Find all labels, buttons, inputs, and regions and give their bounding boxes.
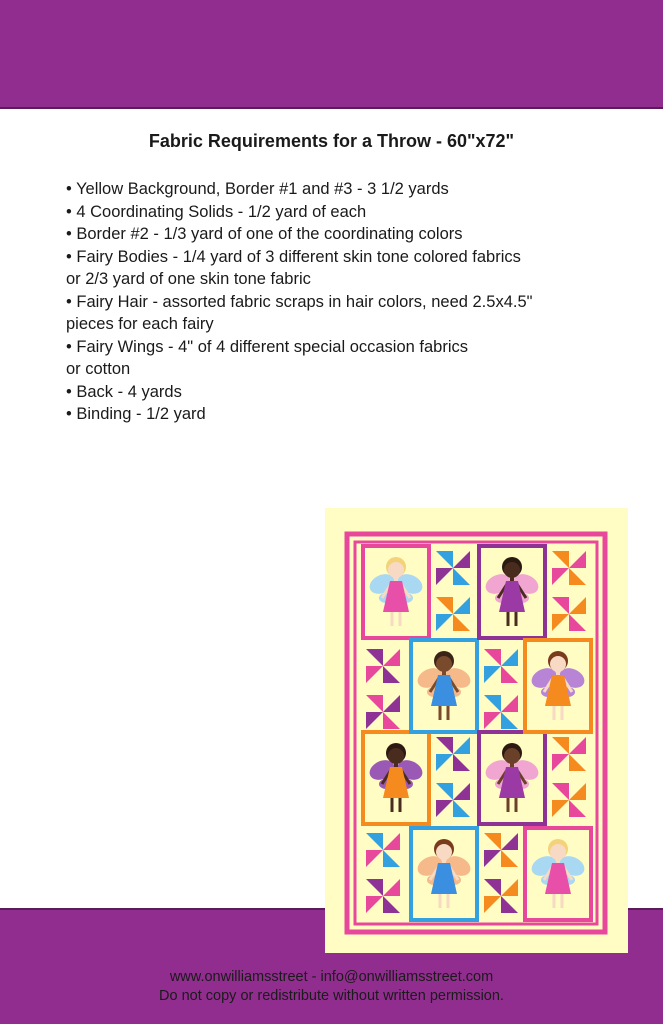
list-item: or cotton xyxy=(66,360,131,378)
list-item: • 4 Coordinating Solids - 1/2 yard of each xyxy=(66,202,367,221)
fairy-face xyxy=(504,748,520,764)
quilt-image xyxy=(325,508,628,953)
footer-text xyxy=(0,968,663,1006)
list-item: pieces for each fairy xyxy=(66,315,214,333)
list-item: • Binding - 1/2 yard xyxy=(66,405,206,423)
list-item: or 2/3 yard of one skin tone fabric xyxy=(66,270,311,288)
list-item: • Back - 4 yards xyxy=(66,382,182,401)
fabric-requirements-list xyxy=(66,178,641,426)
list-item: • Fairy Bodies - 1/4 yard of 3 different skin tone colored fabrics xyxy=(66,247,521,266)
list-item: • Yellow Background, Border #1 and #3 - 3 1/2 yards xyxy=(66,180,449,198)
header-band xyxy=(0,0,663,107)
footer-copyright: Do not copy or redistribute without written permission. xyxy=(159,988,504,1004)
fairy-face xyxy=(504,562,520,578)
list-item: • Border #2 - 1/3 yard of one of the coordinating colors xyxy=(66,225,463,243)
list-item: • Fairy Hair - assorted fabric scraps in hair colors, need 2.5x4.5" xyxy=(66,292,533,311)
fairy-face xyxy=(388,748,404,764)
footer-contact: www.onwilliamsstreet - info@onwilliamsstreet.com xyxy=(169,969,494,985)
header-divider xyxy=(0,107,663,109)
fairy-face xyxy=(550,844,566,860)
fairy-face xyxy=(436,656,452,672)
list-item: • Fairy Wings - 4" of 4 different special occasion fabrics xyxy=(66,337,468,356)
fairy-face xyxy=(388,562,404,578)
fairy-quilt-illustration xyxy=(325,508,628,953)
fairy-face xyxy=(550,656,566,672)
page-title: Fabric Requirements for a Throw - 60"x72" xyxy=(148,131,515,151)
fairy-face xyxy=(436,844,452,860)
